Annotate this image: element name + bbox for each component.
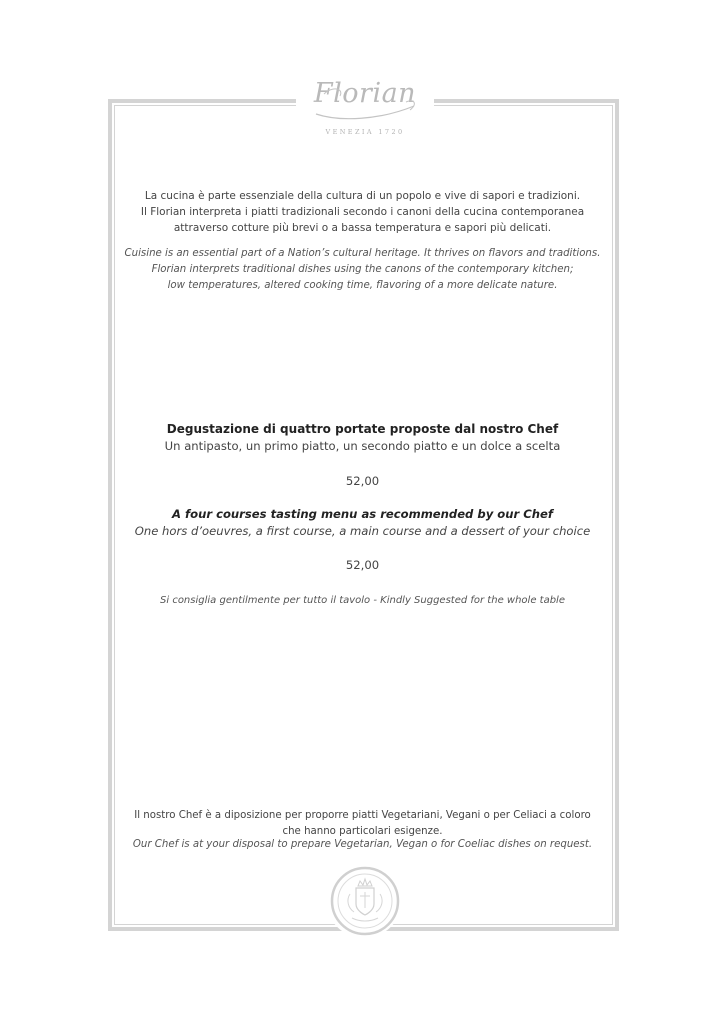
logo-subtitle: VENEZIA 1720	[325, 128, 405, 136]
crest-seal-icon	[330, 866, 400, 936]
intro-italian-line: La cucina è parte essenziale della cultura di un popolo e vive di sapori e tradizioni.	[144, 190, 581, 202]
tasting-description-english: One hors d’oeuvres, a first course, a main course and a dessert of your choice	[134, 524, 591, 538]
logo-wordmark: Florian	[313, 78, 417, 109]
intro-italian-line: attraverso cotture più brevi o a bassa temperatura e sapori più delicati.	[173, 222, 552, 234]
intro-italian-line: Il Florian interpreta i piatti tradizionali secondo i canoni della cucina contemporanea	[140, 206, 585, 218]
florian-logo	[296, 76, 434, 142]
tasting-price-english: 52,00	[345, 558, 380, 572]
tasting-description-italian: Un antipasto, un primo piatto, un secondo piatto e un dolce a scelta	[164, 439, 561, 453]
tasting-title-english: A four courses tasting menu as recommended by our Chef	[172, 507, 553, 521]
intro-english	[120, 246, 605, 294]
footer-italian-line: che hanno particolari esigenze.	[282, 826, 443, 837]
intro-italian	[120, 188, 605, 236]
footer-italian-line: Il nostro Chef è a diposizione per proporre piatti Vegetariani, Vegani o per Celiaci a coloro	[134, 810, 591, 821]
logo-swash-icon	[310, 84, 422, 124]
table-note: Si consiglia gentilmente per tutto il tavolo - Kindly Suggested for the whole table	[160, 595, 565, 606]
footer-english: Our Chef is at your disposal to prepare Vegetarian, Vegan o for Coeliac dishes on request.	[132, 839, 593, 850]
intro-english-line: Florian interprets traditional dishes using the canons of the contemporary kitchen;	[151, 264, 574, 275]
intro-english-line: Cuisine is an essential part of a Nation’s cultural heritage. It thrives on flavors and traditions.	[124, 248, 601, 259]
tasting-price-italian: 52,00	[345, 474, 380, 488]
tasting-title-italian: Degustazione di quattro portate proposte dal nostro Chef	[166, 422, 559, 436]
intro-english-line: low temperatures, altered cooking time, flavoring of a more delicate nature.	[167, 280, 558, 291]
footer-italian	[120, 808, 605, 840]
